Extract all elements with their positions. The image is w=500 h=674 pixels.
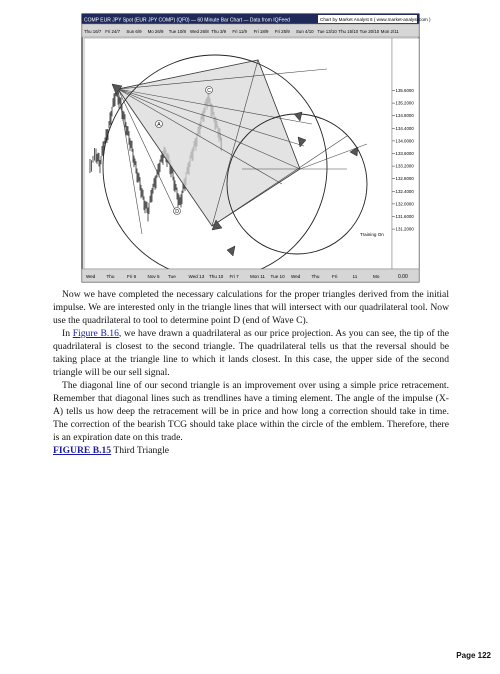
bottom-date-label: Thu — [311, 274, 320, 279]
top-date-label: Fri 11/9 — [232, 29, 247, 34]
top-date-label: Sun 6/9 — [126, 29, 142, 34]
bottom-date-label: Nov 5 — [147, 274, 160, 279]
bottom-date-label: Thu — [106, 274, 115, 279]
top-date-label: Fri 25/9 — [274, 29, 290, 34]
top-date-label: Thu 15/10 — [338, 29, 359, 34]
top-date-label: Tue 20/10 — [359, 29, 380, 34]
bottom-date-label: Fri — [332, 274, 338, 279]
point-label-c: C — [207, 88, 211, 94]
chart-title: COMP EUR JPY Spot (EUR JPY COMP) (QF0) — 60 Minute Bar Chart — Data from IQFeed — [84, 17, 290, 24]
top-date-label: Tue 13/10 — [317, 29, 337, 34]
price-axis-label: 134.8000 — [395, 113, 414, 119]
top-date-label: Mon 2/11 — [380, 29, 399, 34]
bottom-date-label: Fri 6 — [127, 274, 137, 279]
figure-b16-link[interactable]: Figure B.16 — [72, 328, 119, 339]
price-axis-label: 132.0000 — [395, 201, 414, 207]
page-number: Page 122 — [456, 651, 491, 660]
bottom-date-label: 11 — [352, 274, 358, 279]
top-date-label: Tue 10/8 — [168, 29, 186, 34]
bottom-value: 0.00 — [398, 274, 408, 280]
price-axis-label: 135.2000 — [395, 100, 414, 106]
top-date-label: Fri 24/7 — [105, 29, 121, 34]
paragraph-2-start: In — [62, 328, 73, 339]
chart-credit: Chart by Market Analyst 6 ( www.market-analyst.com ) — [320, 17, 431, 23]
bottom-date-label: Wed — [291, 274, 301, 279]
top-date-label: Wed 26/8 — [190, 29, 209, 34]
bottom-date-label: Wed 13 — [188, 274, 205, 279]
bottom-date-label: Wed — [86, 274, 96, 279]
price-axis-label: 134.4000 — [395, 125, 414, 131]
bottom-date-label: Tue 10 — [270, 274, 285, 279]
price-axis-label: 134.0000 — [395, 138, 414, 144]
top-date-label: Sun 4/10 — [296, 29, 314, 34]
paragraph-2 — [53, 327, 449, 379]
figure-caption — [53, 444, 449, 457]
price-axis-label: 132.8000 — [395, 176, 414, 182]
caption-label[interactable]: FIGURE B.15 — [53, 445, 112, 456]
chart-figure — [82, 14, 431, 282]
price-axis-label: 132.4000 — [395, 188, 414, 194]
price-axis-label: 133.2000 — [395, 163, 414, 169]
chart-svg — [82, 14, 431, 282]
caption-text: Third Triangle — [111, 445, 170, 456]
bottom-date-label: Tue — [168, 274, 176, 279]
price-axis-label: 131.6000 — [395, 214, 414, 219]
training-label: Training On — [360, 232, 384, 237]
paragraph-1: Now we have completed the necessary calculations for the proper triangles derived from the initial impulse. We are interested only in the triangle lines that will intersect with our quadrilateral tool. Now use the quadrilateral to tool to determine point D (end of Wave C). — [53, 289, 449, 326]
top-date-labels — [84, 29, 399, 34]
price-axis-label: 135.6000 — [395, 88, 414, 93]
body-text — [53, 288, 449, 457]
price-axis-label: 131.2000 — [395, 226, 414, 232]
bottom-date-label: Mo — [373, 274, 380, 279]
point-label-a: A — [157, 122, 161, 128]
bottom-date-label: Mon 11 — [250, 274, 265, 279]
top-date-label: Thu 3/9 — [211, 29, 227, 34]
bottom-date-label: Fri 7 — [229, 274, 239, 279]
top-date-label: Fri 18/9 — [253, 29, 269, 34]
bottom-date-labels — [86, 274, 380, 279]
point-label-d: D — [175, 209, 179, 215]
paragraph-2-rest: , we have drawn a quadrilateral as our price projection. As you can see, the tip of the quadrilateral is closest to the second triangle. The quadrilateral tells us that the reversal should be taking place at the triangle line to which it lands closest. In this case, the upper side of the second triangle will be our sell signal. — [53, 328, 450, 378]
paragraph-3: The diagonal line of our second triangle is an improvement over using a simple price retracement. Remember that diagonal lines such as trendlines have a timing element. The angle of the impulse (X-A) tells us how deep the retracement will be in price and how long a correction should take in time. The correction of the bearish TCG should take place within the circle of the emblem. Therefore, there is an expiration date on this trade. — [53, 380, 449, 443]
price-axis-label: 133.6000 — [395, 151, 414, 156]
top-date-label: Thu 16/7 — [84, 29, 102, 34]
top-date-label: Mo 26/9 — [147, 29, 164, 34]
bottom-date-label: Thu 10 — [209, 274, 224, 279]
